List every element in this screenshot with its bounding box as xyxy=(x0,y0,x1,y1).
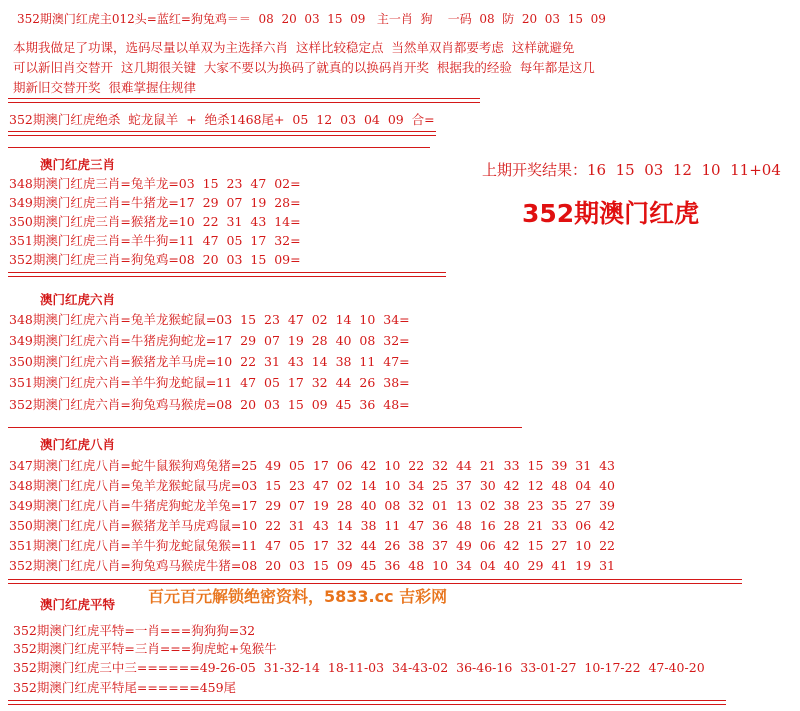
six-row: 350期澳门红虎六肖=猴猪龙羊马虎=10 22 31 43 14 38 11 47= xyxy=(9,354,410,369)
intro-line-3: 期新旧交替开奖 很难掌握住规律 xyxy=(13,80,196,95)
separator xyxy=(8,700,726,705)
section-title-three: 澳门红虎三肖 xyxy=(40,157,116,172)
last-draw-result: 上期开奖结果：16 15 03 12 10 11+04 xyxy=(482,161,781,179)
intro-line-1: 本期我做足了功课，选码尽量以单双为主选择六肖 这样比较稳定点 当然单双肖都要考虑 这样就避免 xyxy=(13,40,575,55)
site-watermark: 百元百元解锁绝密资料，5833.cc 吉彩网 xyxy=(148,587,448,606)
intro-line-2: 可以新旧肖交替开 这几期很关键 大家不要以为换码了就真的以换码肖开奖 根据我的经验 每年都是这几 xyxy=(13,60,595,75)
header-line: 352期澳门红虎主012头=蓝红=狗兔鸡＝＝ 08 20 03 15 09 主一肖 狗 一码 08 防 20 03 15 09 xyxy=(17,12,606,26)
six-row: 352期澳门红虎六肖=狗兔鸡马猴虎=08 20 03 15 09 45 36 48= xyxy=(9,397,410,412)
eight-row: 348期澳门红虎八肖=兔羊龙猴蛇鼠马虎=03 15 23 47 02 14 10 34 25 37 30 42 12 48 04 40 xyxy=(9,478,616,493)
separator xyxy=(8,98,480,103)
section-title-eight: 澳门红虎八肖 xyxy=(40,437,116,452)
three-row: 351期澳门红虎三肖=羊牛狗=11 47 05 17 32= xyxy=(9,233,301,248)
kill-line: 352期澳门红虎绝杀 蛇龙鼠羊 + 绝杀1468尾+ 05 12 03 04 09 合= xyxy=(9,112,435,127)
three-row: 349期澳门红虎三肖=牛猪龙=17 29 07 19 28= xyxy=(9,195,301,210)
separator xyxy=(8,131,436,136)
pingte-row: 352期澳门红虎平特=三肖===狗虎蛇+兔猴牛 xyxy=(13,641,277,656)
separator xyxy=(8,147,430,148)
three-row: 348期澳门红虎三肖=兔羊龙=03 15 23 47 02= xyxy=(9,176,301,191)
pingte-row: 352期澳门红虎平特尾======459尾 xyxy=(13,680,237,695)
eight-row: 347期澳门红虎八肖=蛇牛鼠猴狗鸡兔猪=25 49 05 17 06 42 10 22 32 44 21 33 15 39 31 43 xyxy=(9,458,616,473)
section-title-pingte: 澳门红虎平特 xyxy=(40,597,116,612)
three-row: 352期澳门红虎三肖=狗兔鸡=08 20 03 15 09= xyxy=(9,252,301,267)
eight-row: 349期澳门红虎八肖=牛猪虎狗蛇龙羊兔=17 29 07 19 28 40 08 32 01 13 02 38 23 35 27 39 xyxy=(9,498,616,513)
pingte-row: 352期澳门红虎三中三======49-26-05 31-32-14 18-11-03 34-43-02 36-46-16 33-01-27 10-17-22 47-40-20 xyxy=(13,660,705,675)
six-row: 351期澳门红虎六肖=羊牛狗龙蛇鼠=11 47 05 17 32 44 26 38= xyxy=(9,375,410,390)
issue-big-title: 352期澳门红虎 xyxy=(522,199,700,228)
eight-row: 352期澳门红虎八肖=狗兔鸡马猴虎牛猪=08 20 03 15 09 45 36 48 10 34 04 40 29 41 19 31 xyxy=(9,558,616,573)
six-row: 348期澳门红虎六肖=兔羊龙猴蛇鼠=03 15 23 47 02 14 10 34= xyxy=(9,312,410,327)
section-title-six: 澳门红虎六肖 xyxy=(40,292,116,307)
three-row: 350期澳门红虎三肖=猴猪龙=10 22 31 43 14= xyxy=(9,214,301,229)
pingte-row: 352期澳门红虎平特=一肖===狗狗狗=32 xyxy=(13,623,256,638)
eight-row: 350期澳门红虎八肖=猴猪龙羊马虎鸡鼠=10 22 31 43 14 38 11 47 36 48 16 28 21 33 06 42 xyxy=(9,518,616,533)
separator xyxy=(8,427,522,428)
eight-row: 351期澳门红虎八肖=羊牛狗龙蛇鼠兔猴=11 47 05 17 32 44 26 38 37 49 06 42 15 27 10 22 xyxy=(9,538,616,553)
separator xyxy=(8,272,446,277)
six-row: 349期澳门红虎六肖=牛猪虎狗蛇龙=17 29 07 19 28 40 08 32= xyxy=(9,333,410,348)
